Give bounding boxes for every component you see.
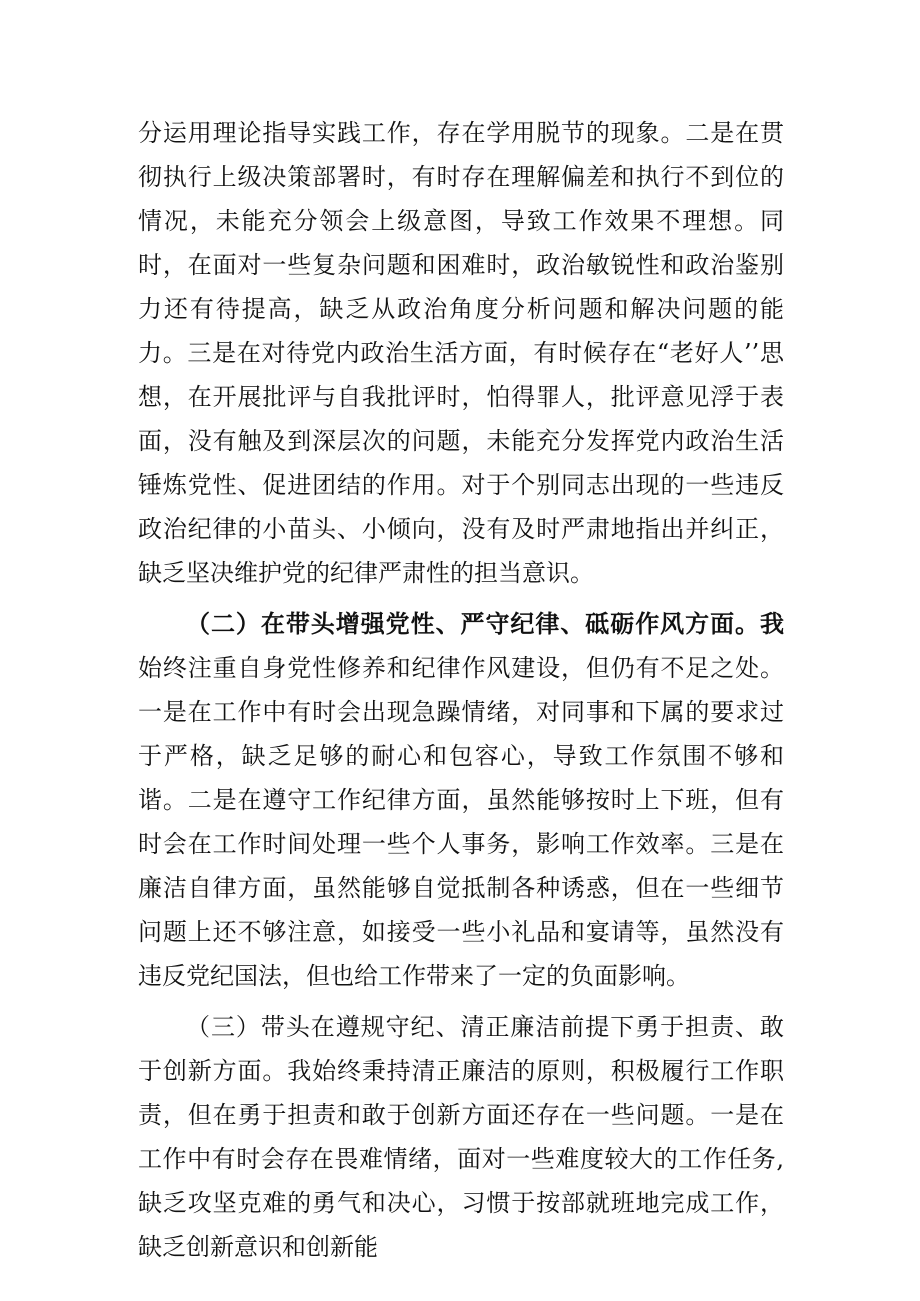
document-body [138, 111, 784, 1276]
section-2-heading: （二）在带头增强党性、严守纪律、砥砺作风方面。我 [186, 609, 784, 638]
section-3-paragraph: （三）带头在遵规守纪、清正廉洁前提下勇于担责、敢于创新方面。我始终秉持清正廉洁的原则，积极履行工作职责，但在勇于担责和敢于创新方面还存在一些问题。一是在工作中有时会存在畏难情绪，面对一些难度较大的工作任务,缺乏攻坚克难的勇气和决心，习惯于按部就班地完成工作，缺乏创新意识和创新能 [138, 1013, 784, 1261]
section-2-paragraph [138, 602, 784, 998]
paragraph-political-issues: 分运用理论指导实践工作，存在学用脱节的现象。二是在贯彻执行上级决策部署时，有时存在理解偏差和执行不到位的情况，未能充分领会上级意图，导致工作效果不理想。同时，在面对一些复杂问题和困难时，政治敏锐性和政治鉴别力还有待提高，缺乏从政治角度分析问题和解决问题的能力。三是在对待党内政治生活方面，有时候存在“老好人’’思想，在开展批评与自我批评时，怕得罪人，批评意见浮于表面，没有触及到深层次的问题，未能充分发挥党内政治生活锤炼党性、促进团结的作用。对于个别同志出现的一些违反政治纪律的小苗头、小倾向，没有及时严肃地指出并纠正，缺乏坚决维护党的纪律严肃性的担当意识。 [138, 119, 784, 587]
section-2-body: 始终注重自身党性修养和纪律作风建设，但仍有不足之处。一是在工作中有时会出现急躁情绪，对同事和下属的要求过于严格，缺乏足够的耐心和包容心，导致工作氛围不够和谐。二是在遵守工作纪律方面，虽然能够按时上下班，但有时会在工作时间处理一些个人事务，影响工作效率。三是在廉洁自律方面，虽然能够自觉抵制各种诱惑，但在一些细节问题上还不够注意，如接受一些小礼品和宴请等，虽然没有违反党纪国法，但也给工作带来了一定的负面影响。 [138, 654, 784, 990]
